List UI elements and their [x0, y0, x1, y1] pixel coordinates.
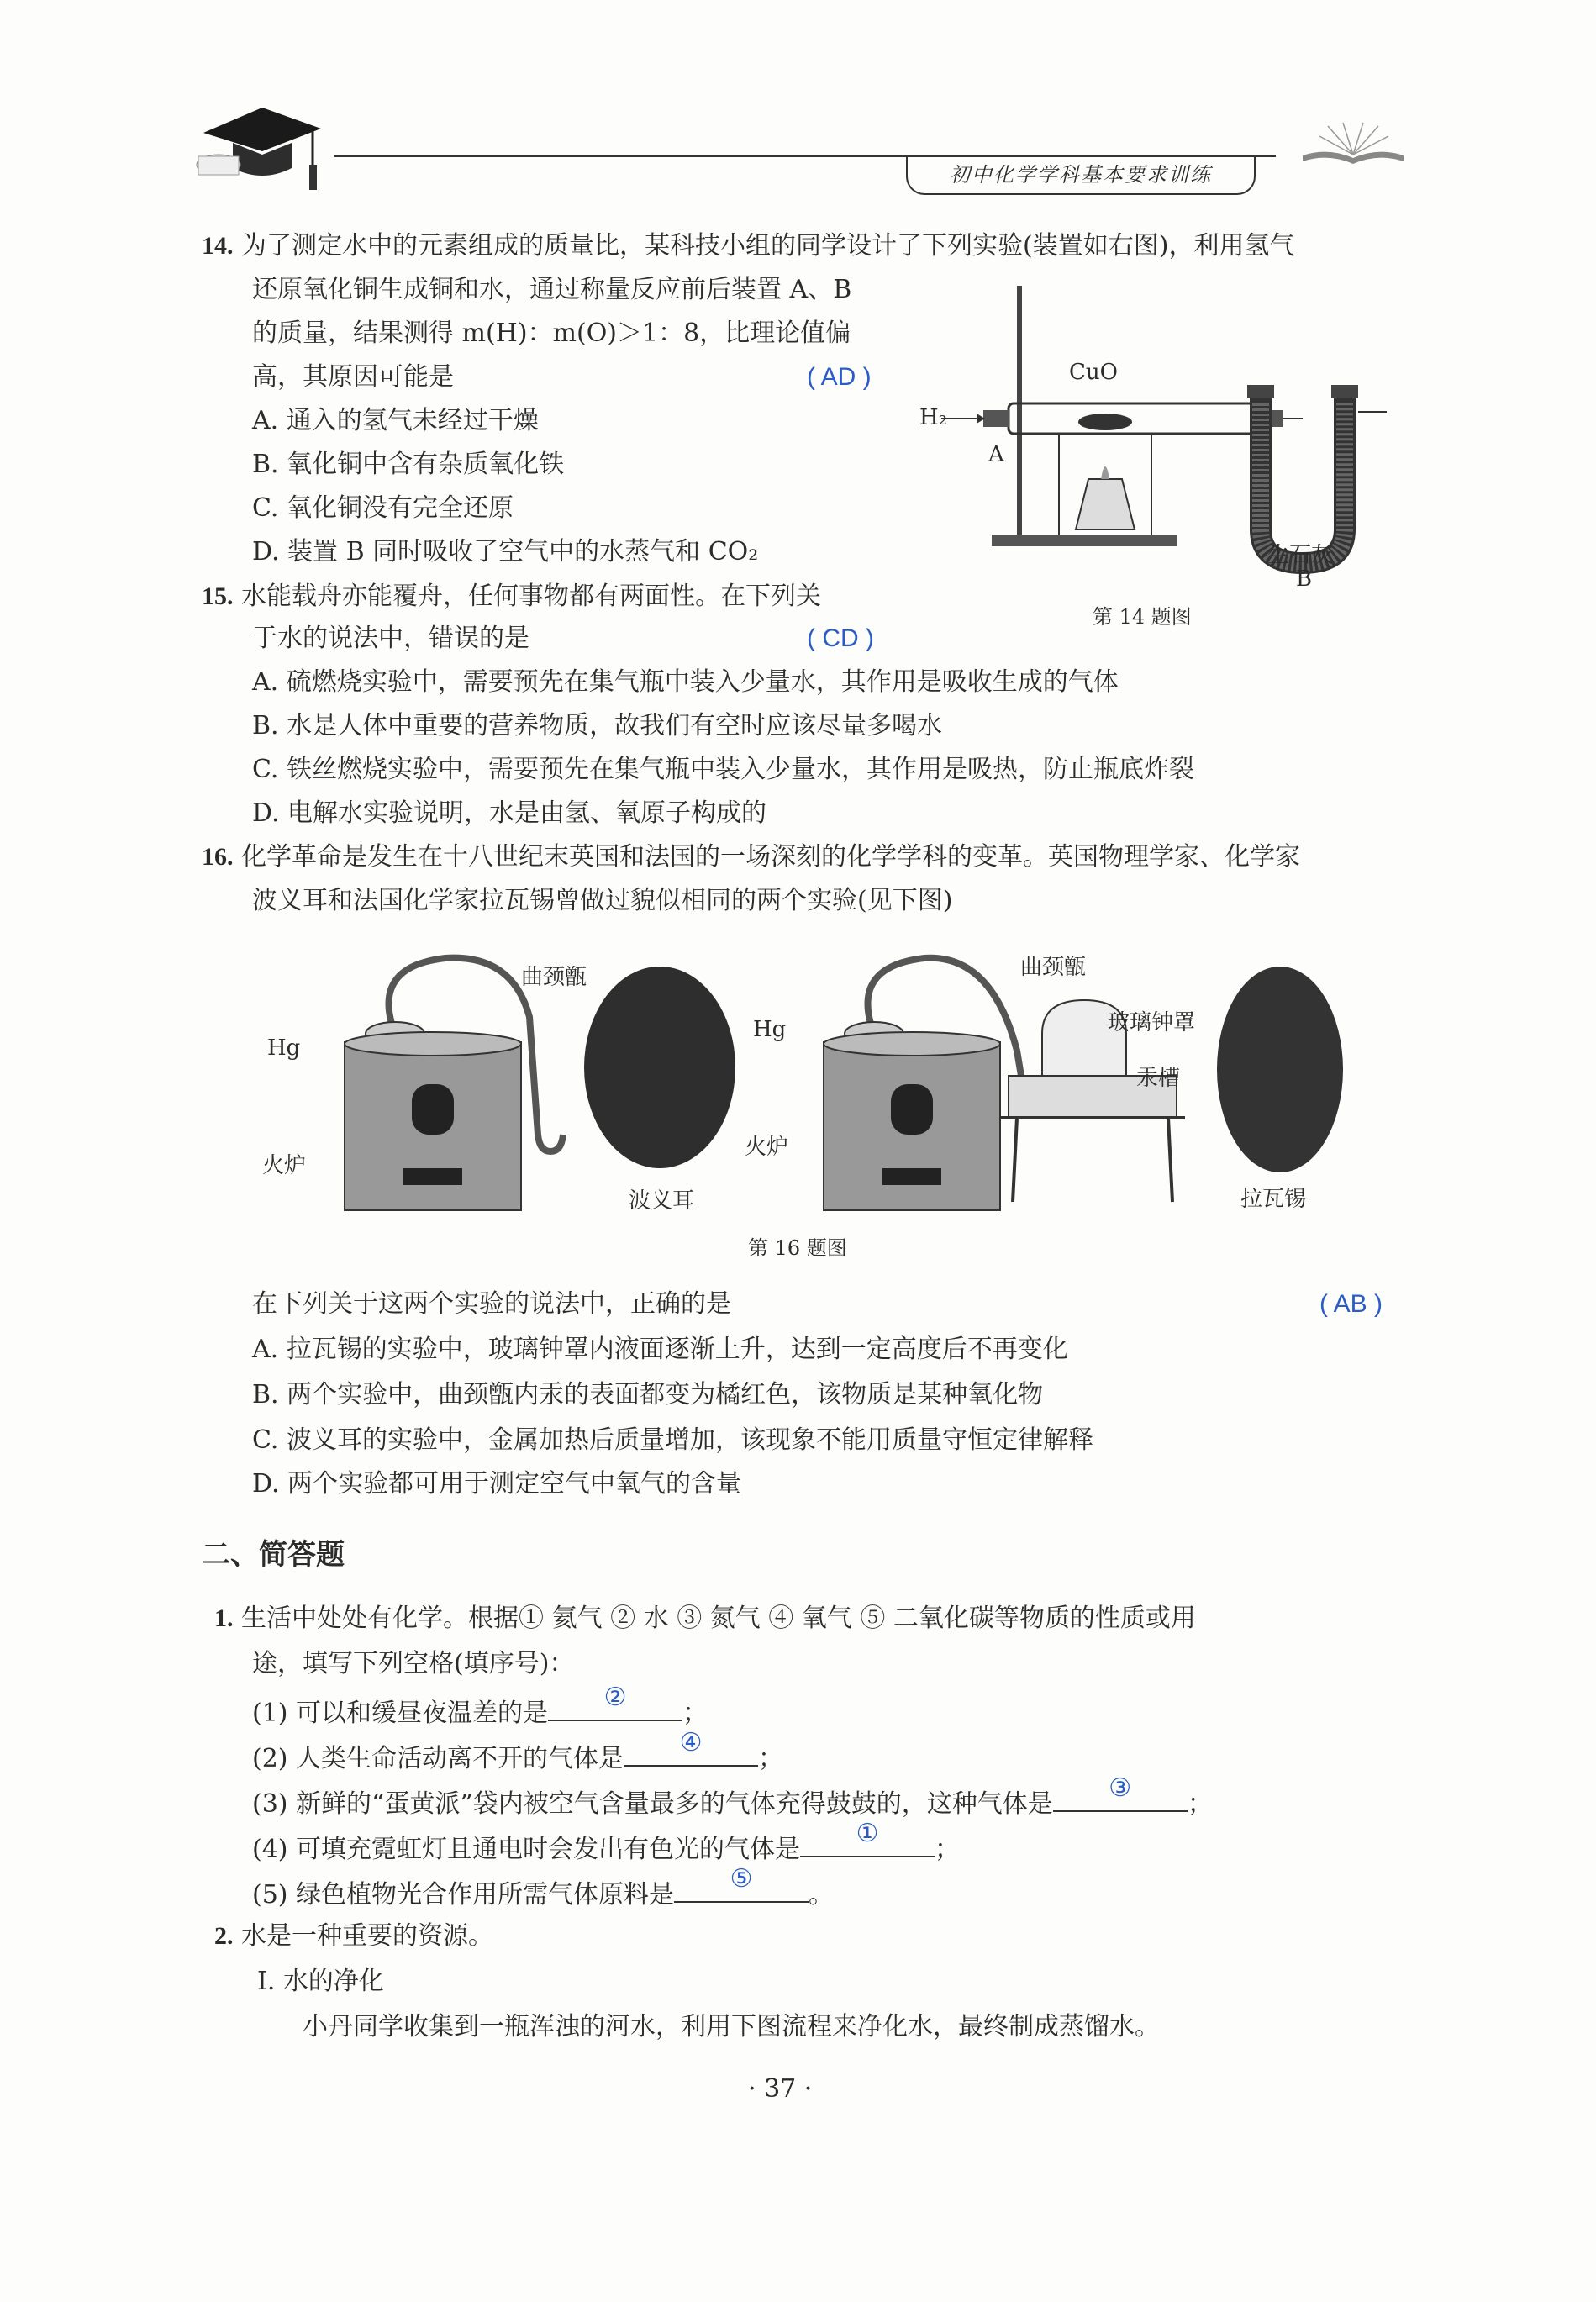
q15-line-1: [202, 580, 821, 614]
q16-label-furnace-2: 火炉: [745, 1135, 789, 1160]
sa1-item-2-answer: ④: [679, 1728, 703, 1757]
q15-option-d: D. 电解水实验说明，水是由氢、氧原子构成的: [252, 798, 767, 828]
q15-stem-1: 水能载舟亦能覆舟，任何事物都有两面性。在下列关: [241, 582, 822, 611]
q15-stem-2: 于水的说法中，错误的是: [252, 624, 529, 653]
q14-answer: ( AD ): [807, 363, 872, 391]
graduation-cap-icon: [187, 99, 329, 200]
q16-line-1: [202, 840, 1300, 874]
sa1-item-3-end: ；: [1187, 1789, 1213, 1819]
q16-option-d: D. 两个实验都可用于测定空气中氧气的含量: [252, 1469, 742, 1499]
sa1-stem-1: 生活中处处有化学。根据① 氦气 ② 水 ③ 氮气 ④ 氧气 ⑤ 二氧化碳等物质的性质或用: [241, 1604, 1196, 1633]
sa1-item-2-blank: [624, 1728, 758, 1767]
page-number: · 37 ·: [748, 2074, 813, 2104]
q14-label-cuo: CuO: [1069, 360, 1118, 385]
q14-label-h2: H₂: [919, 405, 948, 430]
q14-line-1: [202, 229, 1294, 263]
q14-stem-3: 的质量，结果测得 m(H)：m(O)＞1：8，比理论值偏: [252, 319, 851, 348]
sa2-stem: 水是一种重要的资源。: [241, 1921, 494, 1951]
header-title: 初中化学学科基本要求训练: [906, 156, 1256, 195]
sa2-number: 2.: [214, 1922, 234, 1950]
q14-option-d: D. 装置 B 同时吸收了空气中的水蒸气和 CO₂: [252, 537, 759, 566]
q14-stem-4: 高，其原因可能是: [252, 362, 454, 392]
q16-lavoisier-apparatus: [798, 950, 1269, 1219]
sa1-item-3-blank: [1053, 1773, 1188, 1812]
q16-label-hg-1: Hg: [267, 1035, 301, 1061]
q16-label-furnace-1: 火炉: [262, 1153, 307, 1178]
q15-option-a: A. 硫燃烧实验中，需要预先在集气瓶中装入少量水，其作用是吸收生成的气体: [252, 667, 1119, 697]
q14-figure-caption: 第 14 题图: [1093, 605, 1192, 629]
q14-label-a: A: [988, 442, 1004, 467]
q15-option-b: B. 水是人体中重要的营养物质，故我们有空时应该尽量多喝水: [252, 711, 943, 740]
sa2-paragraph: 小丹同学收集到一瓶浑浊的河水，利用下图流程来净化水，最终制成蒸馏水。: [303, 2012, 1160, 2041]
q16-stem-2: 波义耳和法国化学家拉瓦锡曾做过貌似相同的两个实验(见下图): [252, 886, 953, 915]
sa1-item-3-text: (3) 新鲜的“蛋黄派”袋内被空气含量最多的气体充得鼓鼓的，这种气体是: [252, 1789, 1053, 1819]
q16-label-hg-2: Hg: [753, 1017, 787, 1042]
lavoisier-portrait: [1217, 967, 1343, 1172]
q16-label-lavoisier: 拉瓦锡: [1240, 1187, 1307, 1212]
q14-option-c: C. 氧化铜没有完全还原: [252, 493, 514, 523]
sa1-item-2-end: ；: [758, 1744, 784, 1773]
sa1-item-4-text: (4) 可填充霓虹灯且通电时会发出有色光的气体是: [252, 1835, 801, 1864]
q15-number: 15.: [202, 582, 234, 610]
sa1-number: 1.: [214, 1604, 234, 1632]
sa1-stem-2: 途，填写下列空格(填序号)：: [252, 1649, 575, 1678]
sa1-item-1: [252, 1683, 708, 1730]
sa1-item-5-blank: [674, 1864, 809, 1903]
q16-figure-caption: 第 16 题图: [748, 1236, 847, 1260]
section-title-short-answer: 二、简答题: [202, 1538, 345, 1572]
q14-stem-1: 为了测定水中的元素组成的质量比，某科技小组的同学设计了下列实验(装置如右图)，利用氢气: [241, 231, 1295, 261]
sa1-item-3-answer: ③: [1109, 1773, 1132, 1803]
q16-label-bell-jar: 玻璃钟罩: [1108, 1010, 1196, 1035]
sa1-item-5-text: (5) 绿色植物光合作用所需气体原料是: [252, 1880, 675, 1910]
q14-apparatus-figure: [908, 286, 1395, 622]
sa2-subheading: Ⅰ. 水的净化: [257, 1967, 384, 1996]
q14-option-a: A. 通入的氢气未经过干燥: [252, 406, 539, 435]
q16-label-retort-1: 曲颈甑: [521, 965, 587, 990]
q16-option-c: C. 波义耳的实验中，金属加热后质量增加，该现象不能用质量守恒定律解释: [252, 1425, 1093, 1455]
sa1-item-2-text: (2) 人类生命活动离不开的气体是: [252, 1744, 624, 1773]
sa1-item-1-end: ；: [682, 1699, 708, 1728]
q14-label-b: B: [1296, 566, 1313, 592]
q14-label-lime: 生石灰: [1267, 543, 1334, 568]
q16-label-trough: 汞槽: [1136, 1066, 1181, 1091]
sa1-item-4-answer: ①: [856, 1819, 879, 1848]
q16-stem: 在下列关于这两个实验的说法中，正确的是: [252, 1289, 731, 1319]
q16-number: 16.: [202, 843, 234, 871]
sa1-item-5-end: 。: [809, 1880, 835, 1910]
sa2-line-1: [214, 1920, 493, 1953]
boyle-portrait: [584, 967, 735, 1168]
q16-label-retort-2: 曲颈甑: [1020, 955, 1087, 980]
sa1-item-1-text: (1) 可以和缓昼夜温差的是: [252, 1699, 549, 1728]
sa1-item-5: [252, 1864, 835, 1912]
sa1-item-5-answer: ⑤: [730, 1864, 753, 1894]
sa1-item-2: [252, 1728, 784, 1776]
open-book-icon: [1294, 118, 1412, 168]
sa1-item-4: [252, 1819, 961, 1867]
q16-option-a: A. 拉瓦锡的实验中，玻璃钟罩内液面逐渐上升，达到一定高度后不再变化: [252, 1335, 1068, 1364]
sa1-item-1-answer: ②: [603, 1683, 627, 1712]
q16-option-b: B. 两个实验中，曲颈甑内汞的表面都变为橘红色，该物质是某种氧化物: [252, 1380, 1044, 1409]
q16-answer: ( AB ): [1319, 1290, 1383, 1318]
q16-stem-1: 化学革命是发生在十八世纪末英国和法国的一场深刻的化学学科的变革。英国物理学家、化学家: [241, 842, 1301, 872]
q15-option-c: C. 铁丝燃烧实验中，需要预先在集气瓶中装入少量水，其作用是吸热，防止瓶底炸裂: [252, 755, 1194, 784]
q16-label-boyle: 波义耳: [629, 1188, 695, 1214]
sa1-line-1: [214, 1602, 1196, 1636]
q14-stem-2: 还原氧化铜生成铜和水，通过称量反应前后装置 A、B: [252, 275, 852, 304]
q14-option-b: B. 氧化铜中含有杂质氧化铁: [252, 450, 565, 479]
q14-number: 14.: [202, 232, 234, 260]
sa1-item-4-end: ；: [935, 1835, 961, 1864]
sa1-item-4-blank: [800, 1819, 935, 1857]
q15-answer: ( CD ): [807, 624, 874, 652]
sa1-item-1-blank: [548, 1683, 682, 1721]
sa1-item-3: [252, 1773, 1213, 1821]
